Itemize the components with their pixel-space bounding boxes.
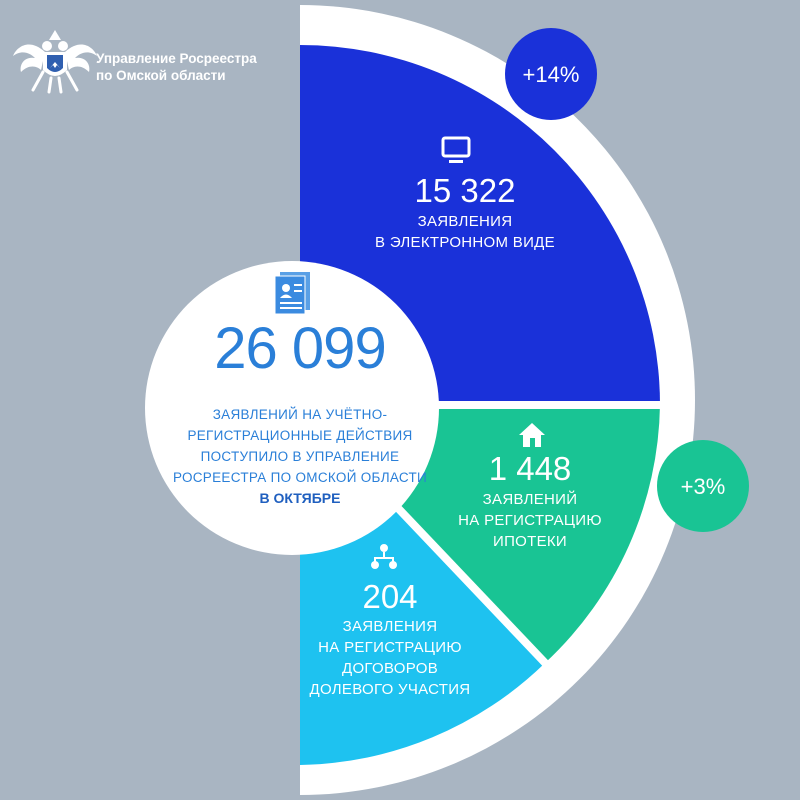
total-description [160,404,440,488]
total-value: 26 099 [214,316,386,381]
badge-electronic-text: +14% [522,62,580,87]
mortgage-label-line: ЗАЯВЛЕНИЙ [482,491,578,508]
shared-label-line: НА РЕГИСТРАЦИЮ [318,639,462,656]
emblem-icon [13,30,97,92]
electronic-label-line: ЗАЯВЛЕНИЯ [417,213,513,230]
total-period: В ОКТЯБРЕ [259,490,341,506]
org-title [96,50,257,84]
shared-label-line: ДОЛЕВОГО УЧАСТИЯ [309,681,471,698]
total-description-line: ПОСТУПИЛО В УПРАВЛЕНИЕ [200,449,400,464]
mortgage-label [420,489,640,552]
shared-label [300,616,480,700]
total-description-line: РОСРЕЕСТРА ПО ОМСКОЙ ОБЛАСТИ [172,470,428,485]
org-title-line2: по Омской области [96,68,226,83]
shared-label-line: ДОГОВОРОВ [342,660,438,677]
mortgage-label-line: НА РЕГИСТРАЦИЮ [458,512,602,529]
org-title-line1: Управление Росреестра [96,51,257,66]
electronic-label-line: В ЭЛЕКТРОННОМ ВИДЕ [375,234,555,251]
electronic-label [350,211,580,253]
shared-value: 204 [362,578,418,615]
shared-label-line: ЗАЯВЛЕНИЯ [342,618,438,635]
electronic-value: 15 322 [414,172,516,209]
document-icon [275,272,310,314]
total-description-line: РЕГИСТРАЦИОННЫЕ ДЕЙСТВИЯ [187,428,413,443]
total-description-line: ЗАЯВЛЕНИЙ НА УЧЁТНО- [212,407,388,422]
mortgage-value: 1 448 [488,450,572,487]
badge-mortgage-text: +3% [680,474,726,499]
mortgage-label-line: ИПОТЕКИ [492,533,568,550]
